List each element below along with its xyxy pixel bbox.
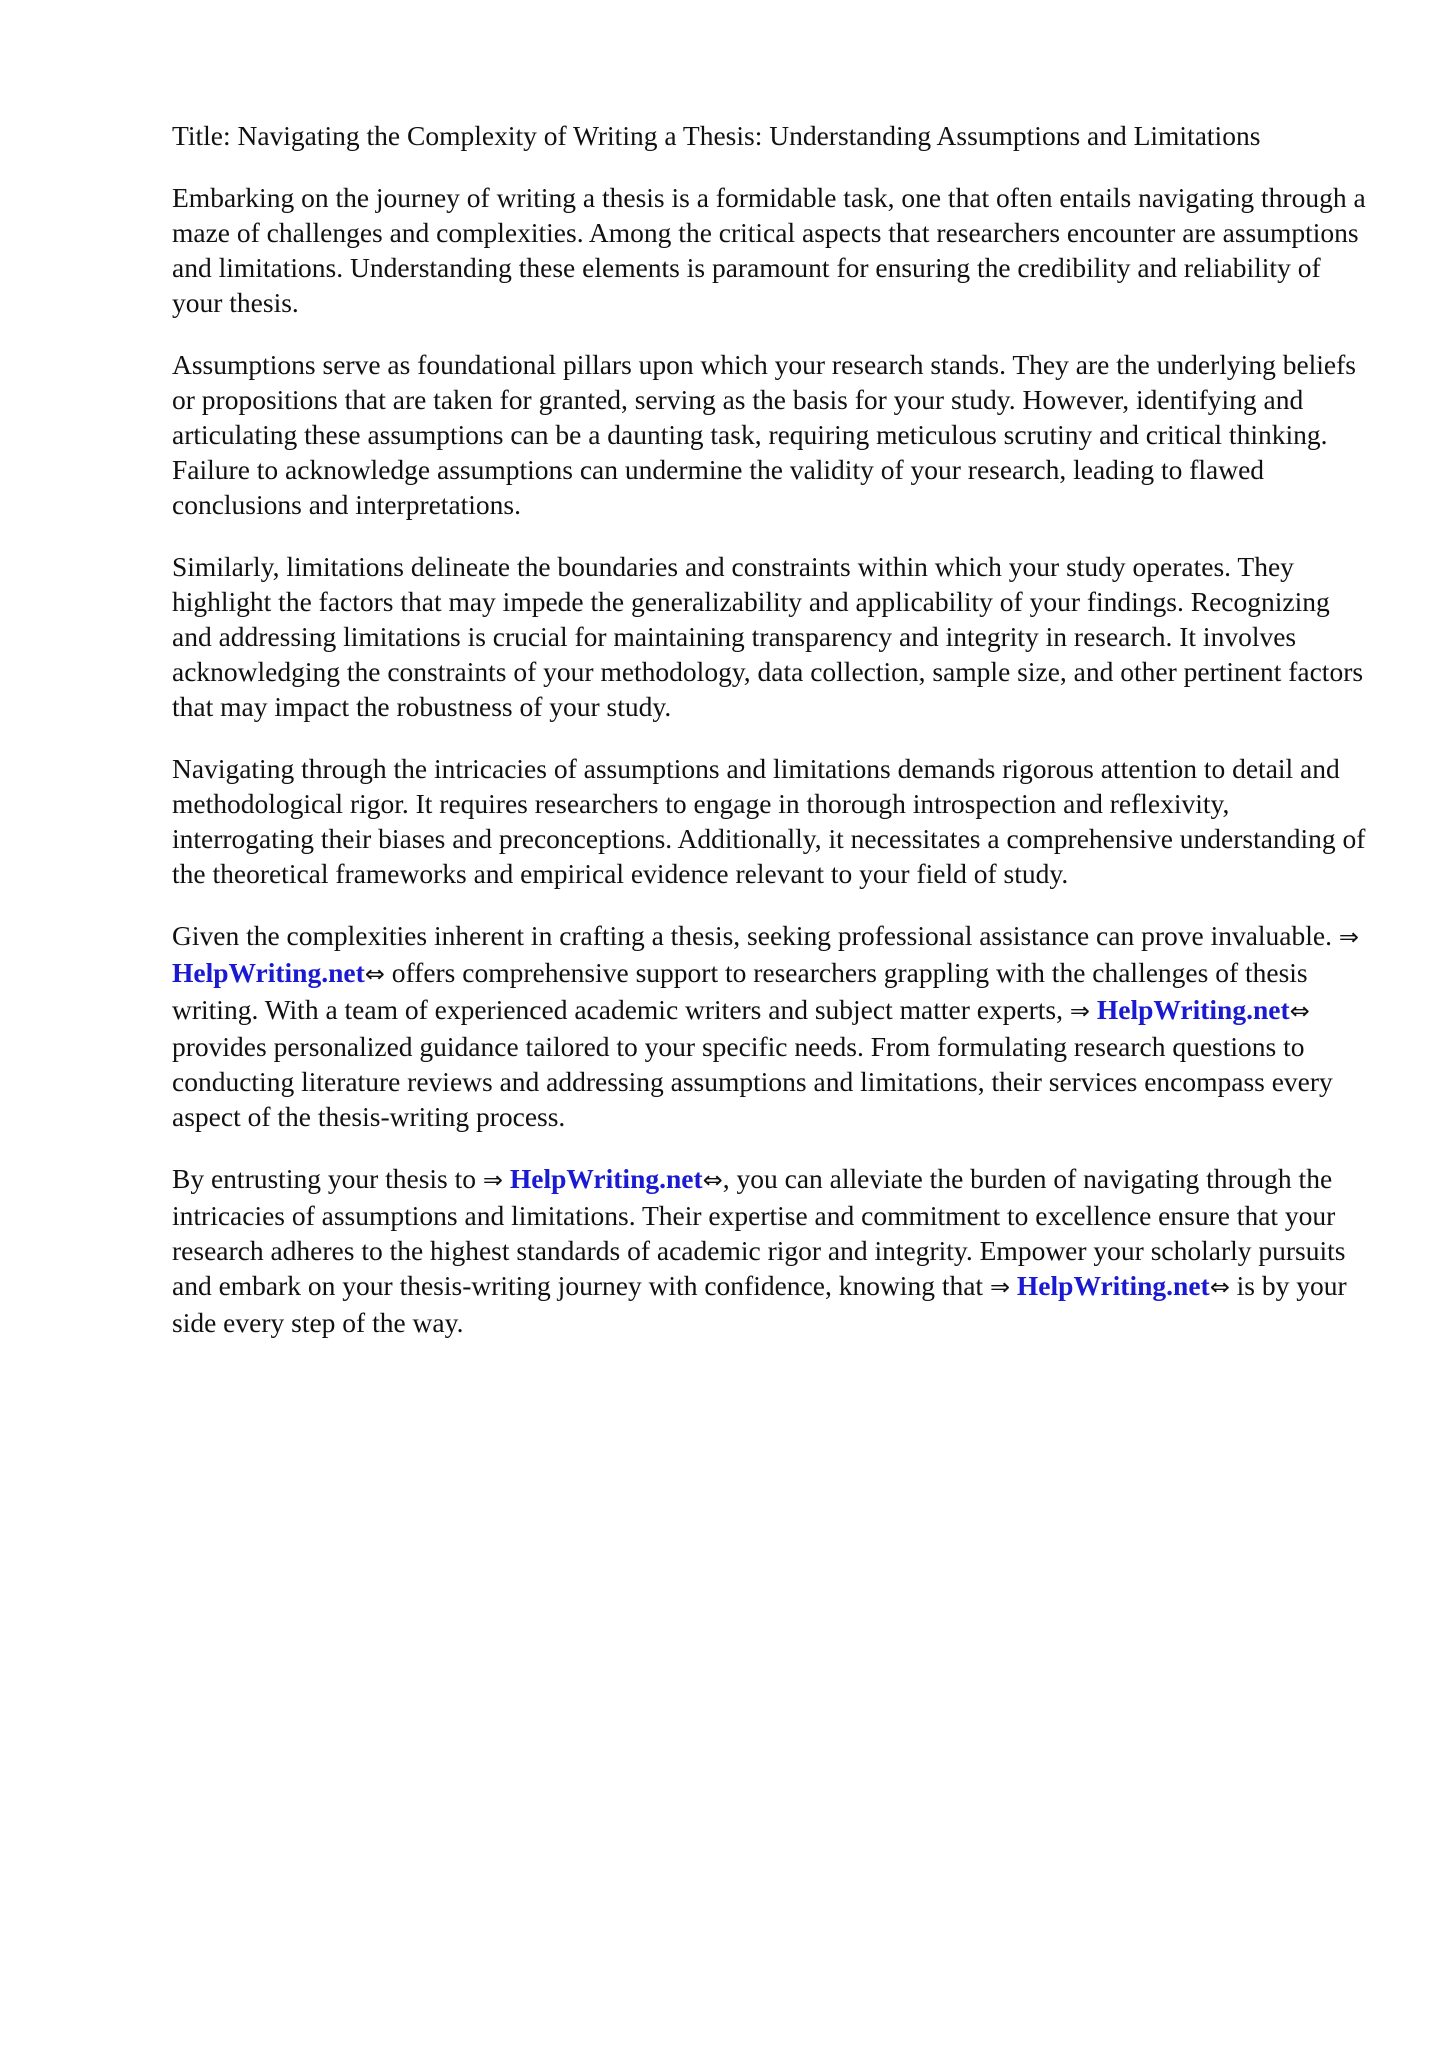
arrow-right-icon: ⇒ bbox=[482, 1166, 504, 1194]
arrow-both-icon: ⇔ bbox=[702, 1166, 723, 1194]
paragraph-navigating: Navigating through the intricacies of assumptions and limitations demands rigorous attention to detail and methodological rigor. It requires researchers to engage in thorough introspection and reflexivity, interrogating their biases and preconceptions. Additionally, it necessitates a comprehensive understanding of the theoretical frameworks and empirical evidence relevant to your field of study. bbox=[172, 753, 1366, 889]
arrow-right-icon: ⇒ bbox=[1338, 923, 1359, 951]
helpwriting-link[interactable]: HelpWriting.net bbox=[1016, 1270, 1210, 1301]
paragraph-conclusion bbox=[172, 1161, 1376, 1340]
paragraph-assistance bbox=[172, 918, 1376, 1134]
text-segment: is by your side every step of the way. bbox=[172, 1270, 1347, 1338]
helpwriting-link[interactable]: HelpWriting.net bbox=[509, 1163, 703, 1194]
text-segment: , you can alleviate the burden of navigating through the intricacies of assumptions and limitations. Their expertise and commitment to excellence ensure that your research adheres to the highest standards of academic rigor and integrity. Empower your scholarly pursuits and embark on your thesis-writing journey with confidence, knowing that bbox=[172, 1163, 1346, 1301]
text-segment: offers comprehensive support to researchers grappling with the challenges of thesis writing. With a team of experienced academic writers and subject matter experts, bbox=[172, 957, 1308, 1025]
helpwriting-link[interactable]: HelpWriting.net bbox=[1096, 994, 1290, 1025]
text-segment: provides personalized guidance tailored to your specific needs. From formulating research questions to conducting literature reviews and addressing assumptions and limitations, their services encompass every aspect of the thesis-writing process. bbox=[172, 1031, 1333, 1132]
arrow-right-icon: ⇒ bbox=[989, 1273, 1011, 1301]
arrow-right-icon: ⇒ bbox=[1069, 997, 1090, 1025]
text-segment: By entrusting your thesis to bbox=[172, 1163, 483, 1194]
paragraph-limitations: Similarly, limitations delineate the boundaries and constraints within which your study operates. They highlight the factors that may impede the generalizability and applicability of your findings. Recognizing and addressing limitations is crucial for maintaining transparency and integrity in research. It involves acknowledging the constraints of your methodology, data collection, sample size, and other pertinent factors that may impact the robustness of your study. bbox=[172, 551, 1364, 722]
helpwriting-link[interactable]: HelpWriting.net bbox=[172, 957, 365, 988]
arrow-both-icon: ⇔ bbox=[364, 960, 385, 988]
arrow-both-icon: ⇔ bbox=[1289, 997, 1310, 1025]
arrow-both-icon: ⇔ bbox=[1209, 1273, 1230, 1301]
document-page bbox=[172, 118, 1376, 1367]
paragraph-assumptions: Assumptions serve as foundational pillars upon which your research stands. They are the underlying beliefs or propositions that are taken for granted, serving as the basis for your study. However, identifying and articulating these assumptions can be a daunting task, requiring meticulous scrutiny and critical thinking. Failure to acknowledge assumptions can undermine the validity of your research, leading to flawed conclusions and interpretations. bbox=[172, 349, 1356, 520]
document-title: Title: Navigating the Complexity of Writing a Thesis: Understanding Assumptions and Limitations bbox=[172, 120, 1261, 151]
paragraph-intro: Embarking on the journey of writing a thesis is a formidable task, one that often entails navigating through a maze of challenges and complexities. Among the critical aspects that researchers encounter are assumptions and limitations. Understanding these elements is paramount for ensuring the credibility and reliability of your thesis. bbox=[172, 182, 1366, 318]
text-segment: Given the complexities inherent in crafting a thesis, seeking professional assistance can prove invaluable. bbox=[172, 920, 1339, 951]
